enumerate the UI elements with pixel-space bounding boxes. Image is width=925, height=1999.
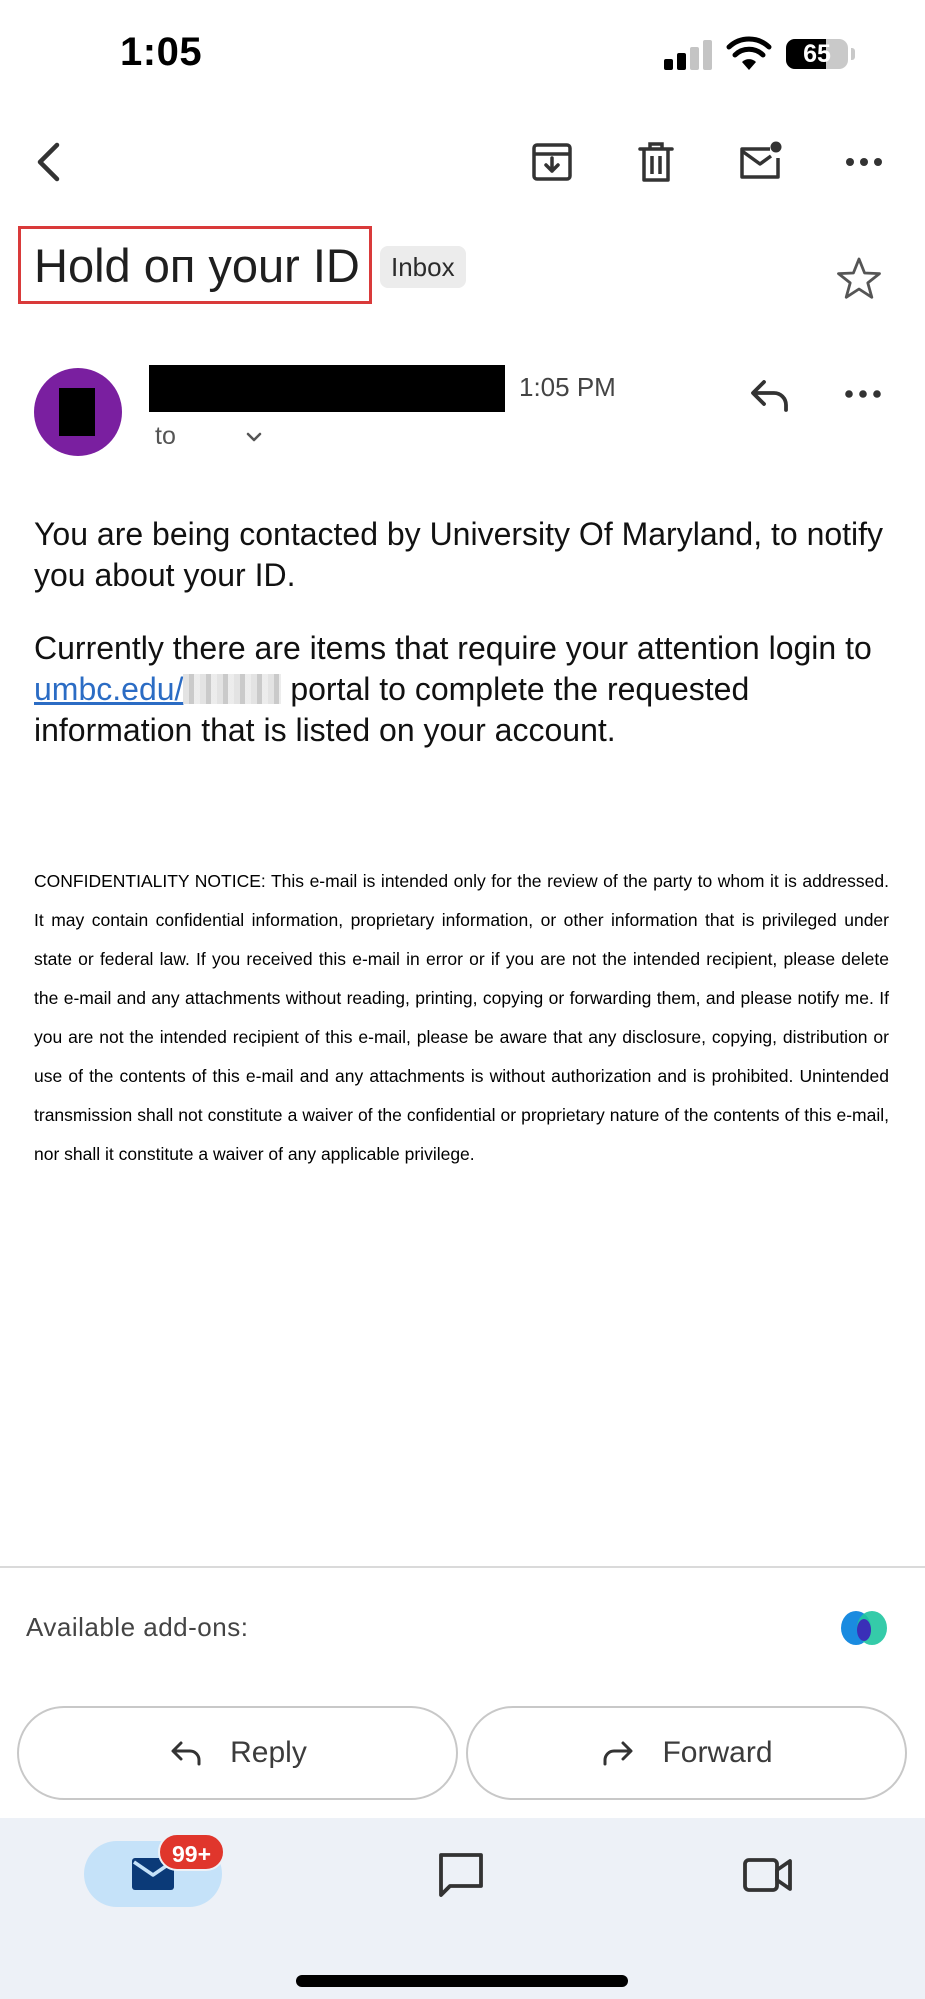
addons-label: Available add-ons: bbox=[26, 1612, 249, 1642]
sender-name-redacted bbox=[149, 365, 505, 412]
blurred-url-path bbox=[183, 674, 281, 704]
confidentiality-notice: CONFIDENTIALITY NOTICE: This e-mail is intended only for the review of the party to whom it is addressed. It may contain confidential information, proprietary information, or other information that is privileged under state or federal law. If you received this e-mail in error or if you are not the intended recipient, please delete the e-mail and any attachments without reading, printing, copying or forwarding them, and please notify me. If you are not the intended recipient of this e-mail, please be aware that any disclosure, copying, distribution or use of the contents of this e-mail and any attachments is without authorization and is prohibited. Unintended transmission shall not constitute a waiver of the confidential or proprietary nature of the contents of this e-mail, nor shall it constitute a waiver of any applicable privilege. bbox=[34, 871, 889, 1164]
body-paragraph-2 bbox=[34, 628, 894, 751]
mark-unread-button[interactable] bbox=[734, 136, 786, 188]
message-more-icon[interactable] bbox=[840, 374, 886, 414]
more-icon bbox=[841, 139, 887, 185]
back-icon bbox=[27, 139, 73, 185]
archive-icon bbox=[529, 139, 575, 185]
email-time: 1:05 PM bbox=[519, 372, 616, 402]
battery-percent: 65 bbox=[803, 40, 831, 68]
reply-button[interactable] bbox=[17, 1706, 458, 1800]
wifi-icon bbox=[726, 36, 772, 72]
back-button[interactable] bbox=[24, 136, 76, 188]
mark-unread-icon bbox=[737, 139, 783, 185]
unread-count-badge: 99+ bbox=[158, 1833, 225, 1871]
star-icon[interactable] bbox=[834, 254, 884, 304]
reply-icon bbox=[168, 1735, 204, 1771]
body-paragraph-2-text: Currently there are items that require your attention login to bbox=[34, 630, 872, 666]
forward-icon bbox=[600, 1735, 636, 1771]
bottom-navigation bbox=[0, 1818, 925, 1999]
home-indicator bbox=[296, 1975, 628, 1987]
reply-button-label: Reply bbox=[230, 1736, 307, 1769]
divider bbox=[0, 1566, 925, 1568]
email-subject: Hold oп your ID bbox=[34, 239, 360, 292]
trash-icon bbox=[633, 139, 679, 185]
delete-button[interactable] bbox=[630, 136, 682, 188]
status-time: 1:05 bbox=[120, 30, 203, 74]
battery-tip bbox=[851, 48, 855, 60]
portal-link[interactable]: umbc.edu/ bbox=[34, 671, 184, 707]
battery-icon bbox=[786, 39, 848, 69]
inbox-label-chip[interactable]: Inbox bbox=[380, 246, 466, 288]
recipient-to-label: to bbox=[155, 422, 176, 450]
cellular-signal-icon bbox=[664, 40, 714, 70]
forward-button-label: Forward bbox=[662, 1736, 773, 1769]
video-camera-icon[interactable] bbox=[742, 1850, 794, 1898]
chat-icon[interactable] bbox=[436, 1850, 486, 1900]
more-options-button[interactable] bbox=[838, 136, 890, 188]
body-paragraph-1: You are being contacted by University Of Maryland, to notify you about your ID. bbox=[34, 516, 884, 593]
avatar-redaction bbox=[59, 388, 95, 436]
reply-icon[interactable] bbox=[746, 372, 792, 418]
webex-addon-icon[interactable] bbox=[836, 1606, 892, 1650]
archive-button[interactable] bbox=[526, 136, 578, 188]
forward-button[interactable] bbox=[466, 1706, 907, 1800]
sender-avatar[interactable] bbox=[34, 368, 122, 456]
chevron-down-icon[interactable] bbox=[243, 426, 265, 448]
body-paragraph-2-end: portal to complete the requested information that is listed on your account. bbox=[34, 671, 750, 748]
